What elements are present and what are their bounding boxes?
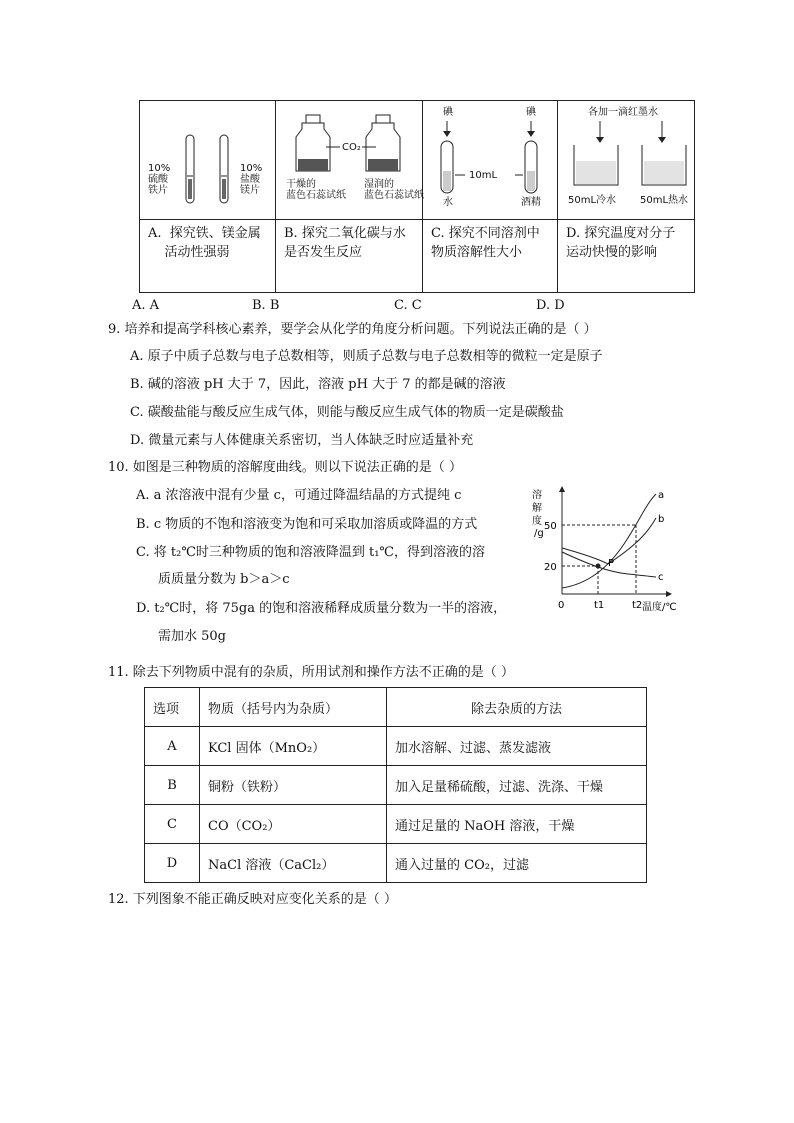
row-a-method: 加水溶解、过滤、蒸发滤液 <box>387 727 647 766</box>
q9-stem: 9. 培养和提高学科核心素养，要学会从化学的角度分析问题。下列说法正确的是（ ） <box>108 322 597 337</box>
x-tick-t2: t2 <box>632 600 643 611</box>
q9-option-d[interactable]: D. 微量元素与人体健康关系密切，当人体缺乏时应适量补充 <box>130 433 474 448</box>
row-c-option: C <box>145 805 200 844</box>
row-d-option: D <box>145 844 200 883</box>
y-label-3: 度 <box>532 516 542 527</box>
row-c-substance: CO（CO₂） <box>200 805 387 844</box>
row-d-substance: NaCl 溶液（CaCl₂） <box>200 844 387 883</box>
label-hot-water: 50mL热水 <box>640 195 689 206</box>
q9-option-b[interactable]: B. 碱的溶液 pH 大于 7，因此，溶液 pH 大于 7 的都是碱的溶液 <box>130 377 506 392</box>
q10-stem: 10. 如图是三种物质的溶解度曲线。则以下说法正确的是（ ） <box>108 460 462 475</box>
q8-cell-c-pic <box>423 101 558 220</box>
row-b-option: B <box>145 766 200 805</box>
x-axis-label: 温度/℃ <box>642 602 677 613</box>
curve-a <box>562 494 656 588</box>
q10-option-a[interactable]: A. a 浓溶液中混有少量 c，可通过降温结晶的方式提纯 c <box>136 488 462 503</box>
label-red-ink: 各加一滴红墨水 <box>588 107 658 118</box>
table-row <box>145 727 647 766</box>
curve-a-label: a <box>658 490 665 501</box>
label-alcohol: 酒精 <box>521 197 541 208</box>
q9-option-a[interactable]: A. 原子中质子总数与电子总数相等，则质子总数与电子总数相等的微粒一定是原子 <box>130 349 603 364</box>
table-header-row <box>145 688 647 727</box>
table-row <box>145 766 647 805</box>
row-c-method: 通过足量的 NaOH 溶液，干燥 <box>387 805 647 844</box>
bottles-figure <box>276 101 422 219</box>
y-label-2: 解 <box>532 503 542 514</box>
y-label-4: /g <box>534 528 544 539</box>
q8-cell-d-pic <box>558 101 695 220</box>
x-tick-t1: t1 <box>594 600 605 611</box>
q8-cell-a-pic <box>140 101 276 220</box>
q10-option-c[interactable]: C. 将 t₂℃时三种物质的饱和溶液降温到 t₁℃，得到溶液的溶 <box>136 545 485 560</box>
label-co2: CO₂ <box>342 142 361 153</box>
point-p-label: P <box>608 558 615 569</box>
q8-option-a[interactable]: A. A <box>132 298 160 313</box>
q10-option-d-cont: 需加水 50g <box>158 629 226 644</box>
q8-option-c[interactable]: C. C <box>394 298 422 313</box>
q11-stem: 11. 除去下列物质中混有的杂质，所用试剂和操作方法不正确的是（ ） <box>108 665 514 680</box>
solubility-graph <box>528 484 688 618</box>
label-hydrochloric-magnesium: 10% 盐酸 镁片 <box>240 163 263 196</box>
header-substance: 物质（括号内为杂质） <box>200 688 387 727</box>
row-d-method: 通入过量的 CO₂，过滤 <box>387 844 647 883</box>
q9-option-c[interactable]: C. 碳酸盐能与酸反应生成气体，则能与酸反应生成气体的物质一定是碳酸盐 <box>130 405 564 420</box>
test-tubes-figure <box>140 101 275 219</box>
x-tick-0: 0 <box>558 600 565 611</box>
q8-caption-b: B. 探究二氧化碳与水是否发生反应 <box>276 220 423 293</box>
label-water: 水 <box>443 197 453 208</box>
row-a-option: A <box>145 727 200 766</box>
label-iodine-2: 碘 <box>526 107 536 118</box>
label-iodine-1: 碘 <box>443 107 453 118</box>
curve-b-label: b <box>658 514 665 525</box>
row-a-substance: KCl 固体（MnO₂） <box>200 727 387 766</box>
table-row <box>145 805 647 844</box>
q12-stem: 12. 下列图象不能正确反映对应变化关系的是（ ） <box>108 892 397 907</box>
y-tick-50: 50 <box>544 521 557 532</box>
label-cold-water: 50mL冷水 <box>568 195 617 206</box>
label-wet-litmus: 湿润的 蓝色石蕊试纸 <box>364 179 424 201</box>
header-option: 选项 <box>145 688 200 727</box>
label-sulfuric-iron: 10% 硫酸 铁片 <box>148 163 171 196</box>
q8-caption-c: C. 探究不同溶剂中物质溶解性大小 <box>423 220 558 293</box>
label-dry-litmus: 干燥的 蓝色石蕊试纸 <box>286 179 346 201</box>
point-p <box>596 564 601 569</box>
curve-c-label: c <box>658 572 664 583</box>
y-label-1: 溶 <box>532 490 542 501</box>
row-b-substance: 铜粉（铁粉） <box>200 766 387 805</box>
label-10ml: 10mL <box>469 170 498 181</box>
q8-caption-d: D. 探究温度对分子运动快慢的影响 <box>558 220 695 293</box>
q11-table <box>144 687 647 883</box>
y-tick-20: 20 <box>544 562 557 573</box>
row-b-method: 加入足量稀硫酸，过滤、洗涤、干燥 <box>387 766 647 805</box>
q8-option-d[interactable]: D. D <box>536 298 565 313</box>
q10-option-d[interactable]: D. t₂℃时，将 75ga 的饱和溶液稀释成质量分数为一半的溶液， <box>136 601 507 616</box>
q10-option-c-cont: 质质量分数为 b＞a＞c <box>158 572 290 587</box>
q8-cell-b-pic <box>276 101 423 220</box>
q10-option-b[interactable]: B. c 物质的不饱和溶液变为饱和可采取加溶质或降温的方式 <box>136 517 478 532</box>
q8-caption-a: A. 探究铁、镁金属 活动性强弱 <box>140 220 276 293</box>
q8-table <box>139 100 695 293</box>
table-row <box>145 844 647 883</box>
header-method: 除去杂质的方法 <box>387 688 647 727</box>
q8-option-b[interactable]: B. B <box>252 298 280 313</box>
